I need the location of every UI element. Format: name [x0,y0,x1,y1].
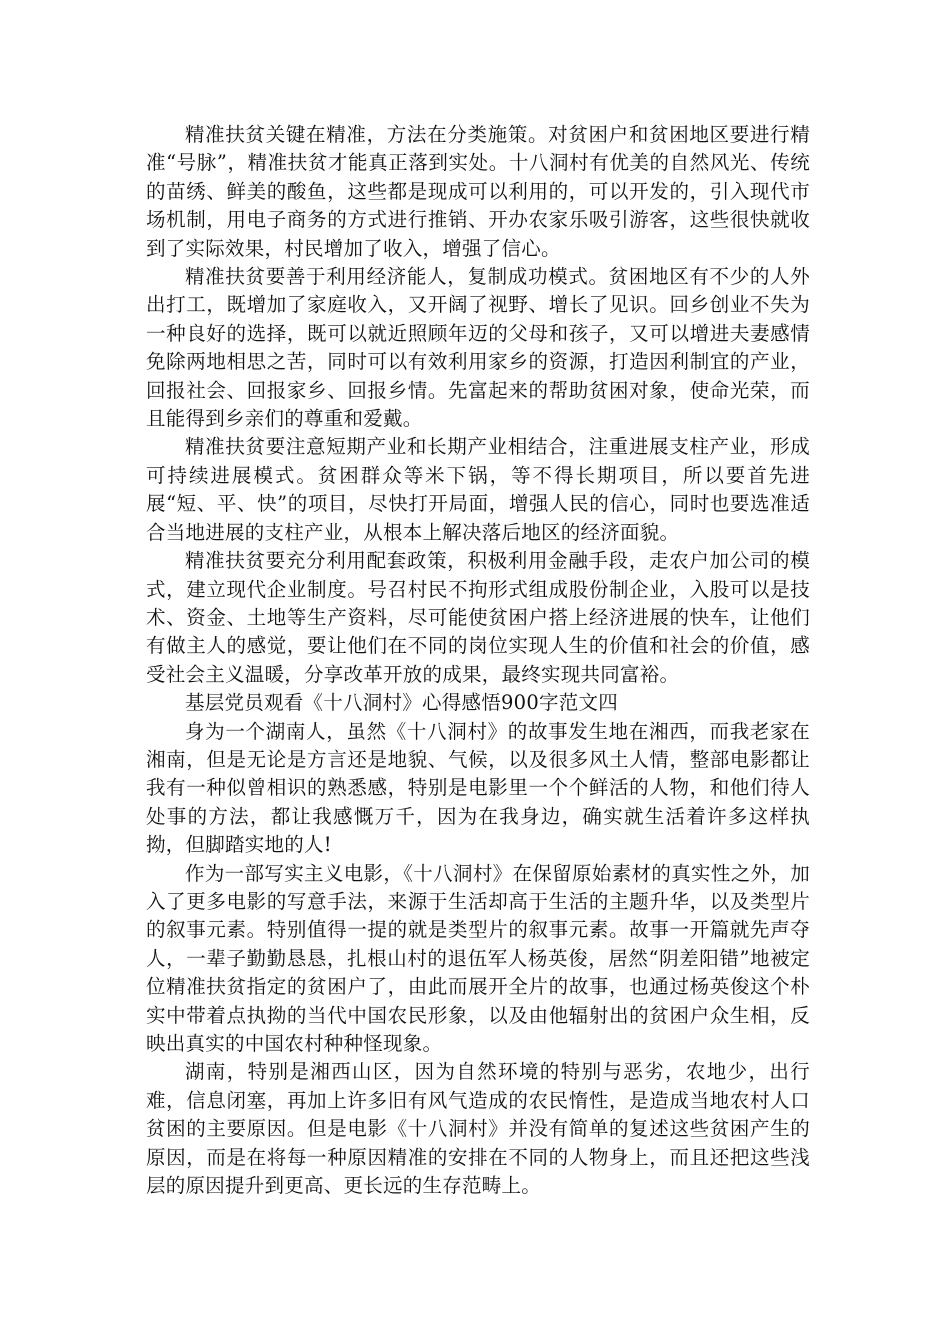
section-heading: 基层党员观看《十八洞村》心得感悟900字范文四 [185,691,618,715]
paragraph-economic-talent: 精准扶贫要善于利用经济能人，复制成功模式。贫困地区有不少的人外出打工，既增加了家庭收入，又开阔了视野、增长了见识。回乡创业不失为一种良好的选择，既可以就近照顾年迈的父母和孩子，又可以增进夫妻感情免除两地相思之苦，同时可以有效利用家乡的资源，打造因利制宜的产业，回报社会、回报家乡、回报乡情。先富起来的帮助贫困对象，使命光荣，而且能得到乡亲们的尊重和爱戴。 [146,265,810,431]
paragraph-hunan-native: 身为一个湖南人，虽然《十八洞村》的故事发生地在湘西，而我老家在湘南，但是无论是方言还是地貌、气候，以及很多风土人情，整部电影都让我有一种似曾相识的熟悉感，特别是电影里一个个鲜活的人物，和他们待人处事的方法，都让我感慨万千，因为在我身边，确实就生活着许多这样执拗，但脚踏实地的人! [146,719,810,857]
paragraph-realist-film: 作为一部写实主义电影，《十八洞村》在保留原始素材的真实性之外，加入了更多电影的写意手法，来源于生活却高于生活的主题升华，以及类型片的叙事元素。特别值得一提的就是类型片的叙事元素。故事一开篇就先声夺人，一辈子勤勤恳恳，扎根山村的退伍军人杨英俊，居然“阴差阳错”地被定位精准扶贫指定的贫困户了，由此而展开全片的故事，也通过杨英俊这个朴实中带着点执拗的当代中国农民形象，以及由他辐射出的贫困户众生相，反映出真实的中国农村种种怪现象。 [146,861,810,1055]
paragraph-policy-finance: 精准扶贫要充分利用配套政策，积极利用金融手段，走农户加公司的模式，建立现代企业制度。号召村民不拘形式组成股份制企业，入股可以是技术、资金、土地等生产资料，尽可能使贫困户搭上经济进展的快车，让他们有做主人的感觉，要让他们在不同的岗位实现人生的价值和社会的价值，感受社会主义温暖，分享改革开放的成果，最终实现共同富裕。 [146,549,810,686]
paragraph-precision-poverty-key: 精准扶贫关键在精准，方法在分类施策。对贫困户和贫困地区要进行精准“号脉”，精准扶贫才能真正落到实处。十八洞村有优美的自然风光、传统的苗绣、鲜美的酸鱼，这些都是现成可以利用的，可以开发的，引入现代市场机制，用电子商务的方式进行推销、开办农家乐吸引游客，这些很快就收到了实际效果，村民增加了收入，增强了信心。 [146,123,810,260]
paragraph-west-hunan: 湖南，特别是湘西山区，因为自然环境的特别与恶劣，农地少，出行难，信息闭塞，再加上许多旧有风气造成的农民惰性，是造成当地农村人口贫困的主要原因。但是电影《十八洞村》并没有简单的复述这些贫困产生的原因，而是在将每一种原因精准的安排在不同的人物身上，而且还把这些浅层的原因提升到更高、更长远的生存范畴上。 [146,1060,810,1198]
article-body [146,121,810,1200]
paragraph-short-long-industry: 精准扶贫要注意短期产业和长期产业相结合，注重进展支柱产业，形成可持续进展模式。贫困群众等米下锅，等不得长期项目，所以要首先进展“短、平、快”的项目，尽快打开局面，增强人民的信心，同时也要选准适合当地进展的支柱产业，从根本上解决落后地区的经济面貌。 [146,435,810,544]
